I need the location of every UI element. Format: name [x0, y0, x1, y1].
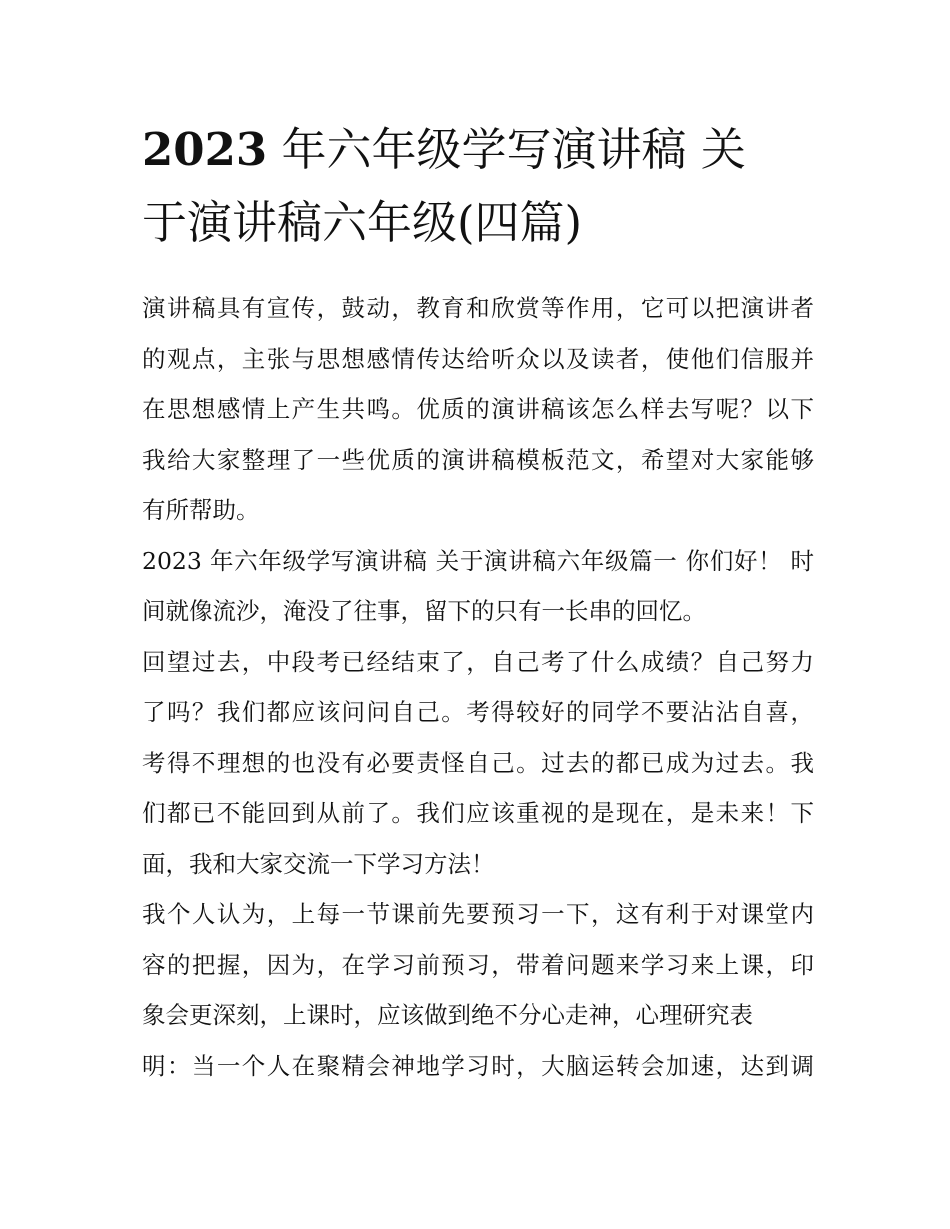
text-line: 象会更深刻，上课时，应该做到绝不分心走神，心理研究表	[142, 1001, 753, 1029]
text-line: 明：当一个人在聚精会神地学习时，大脑运转会加速，达到调	[142, 1051, 814, 1080]
text-line: 的观点，主张与思想感情传达给听众以及读者，使他们信服并	[142, 344, 814, 373]
title-line-1-text: 年六年级学写演讲稿 关	[267, 123, 746, 176]
document-body	[142, 283, 814, 1091]
paragraph-study-method	[142, 889, 814, 1091]
text-line: 2023 年六年级学写演讲稿 关于演讲稿六年级篇一 你们好！ 时	[142, 546, 814, 575]
text-line: 回望过去，中段考已经结束了，自己考了什么成绩？自己努力	[142, 647, 814, 676]
text-line: 面，我和大家交流一下学习方法！	[142, 849, 495, 878]
text-line: 们都已不能回到从前了。我们应该重视的是现在，是未来！下	[142, 799, 814, 827]
title-year: 2023	[142, 123, 268, 176]
paragraph-speech-opening	[142, 536, 814, 637]
paragraph-intro	[142, 283, 814, 536]
text-line: 容的把握，因为，在学习前预习，带着问题来学习来上课，印	[142, 950, 814, 979]
paragraph-review	[142, 637, 814, 890]
text-line: 了吗？我们都应该问问自己。考得较好的同学不要沾沾自喜，	[142, 698, 814, 726]
text-line: 有所帮助。	[142, 496, 260, 524]
title-line-2: 于演讲稿六年级(四篇)	[142, 196, 583, 249]
document-title	[142, 113, 822, 259]
text-line: 演讲稿具有宣传，鼓动，教育和欣赏等作用，它可以把演讲者	[142, 294, 814, 322]
text-line: 在思想感情上产生共鸣。优质的演讲稿该怎么样去写呢？以下	[142, 395, 814, 423]
text-line: 间就像流沙，淹没了往事，留下的只有一长串的回忆。	[142, 597, 706, 625]
text-line: 我给大家整理了一些优质的演讲稿模板范文，希望对大家能够	[142, 445, 814, 474]
title-line-1	[142, 113, 822, 186]
text-line: 我个人认为，上每一节课前先要预习一下，这有利于对课堂内	[142, 900, 814, 928]
text-line: 考得不理想的也没有必要责怪自己。过去的都已成为过去。我	[142, 748, 814, 777]
